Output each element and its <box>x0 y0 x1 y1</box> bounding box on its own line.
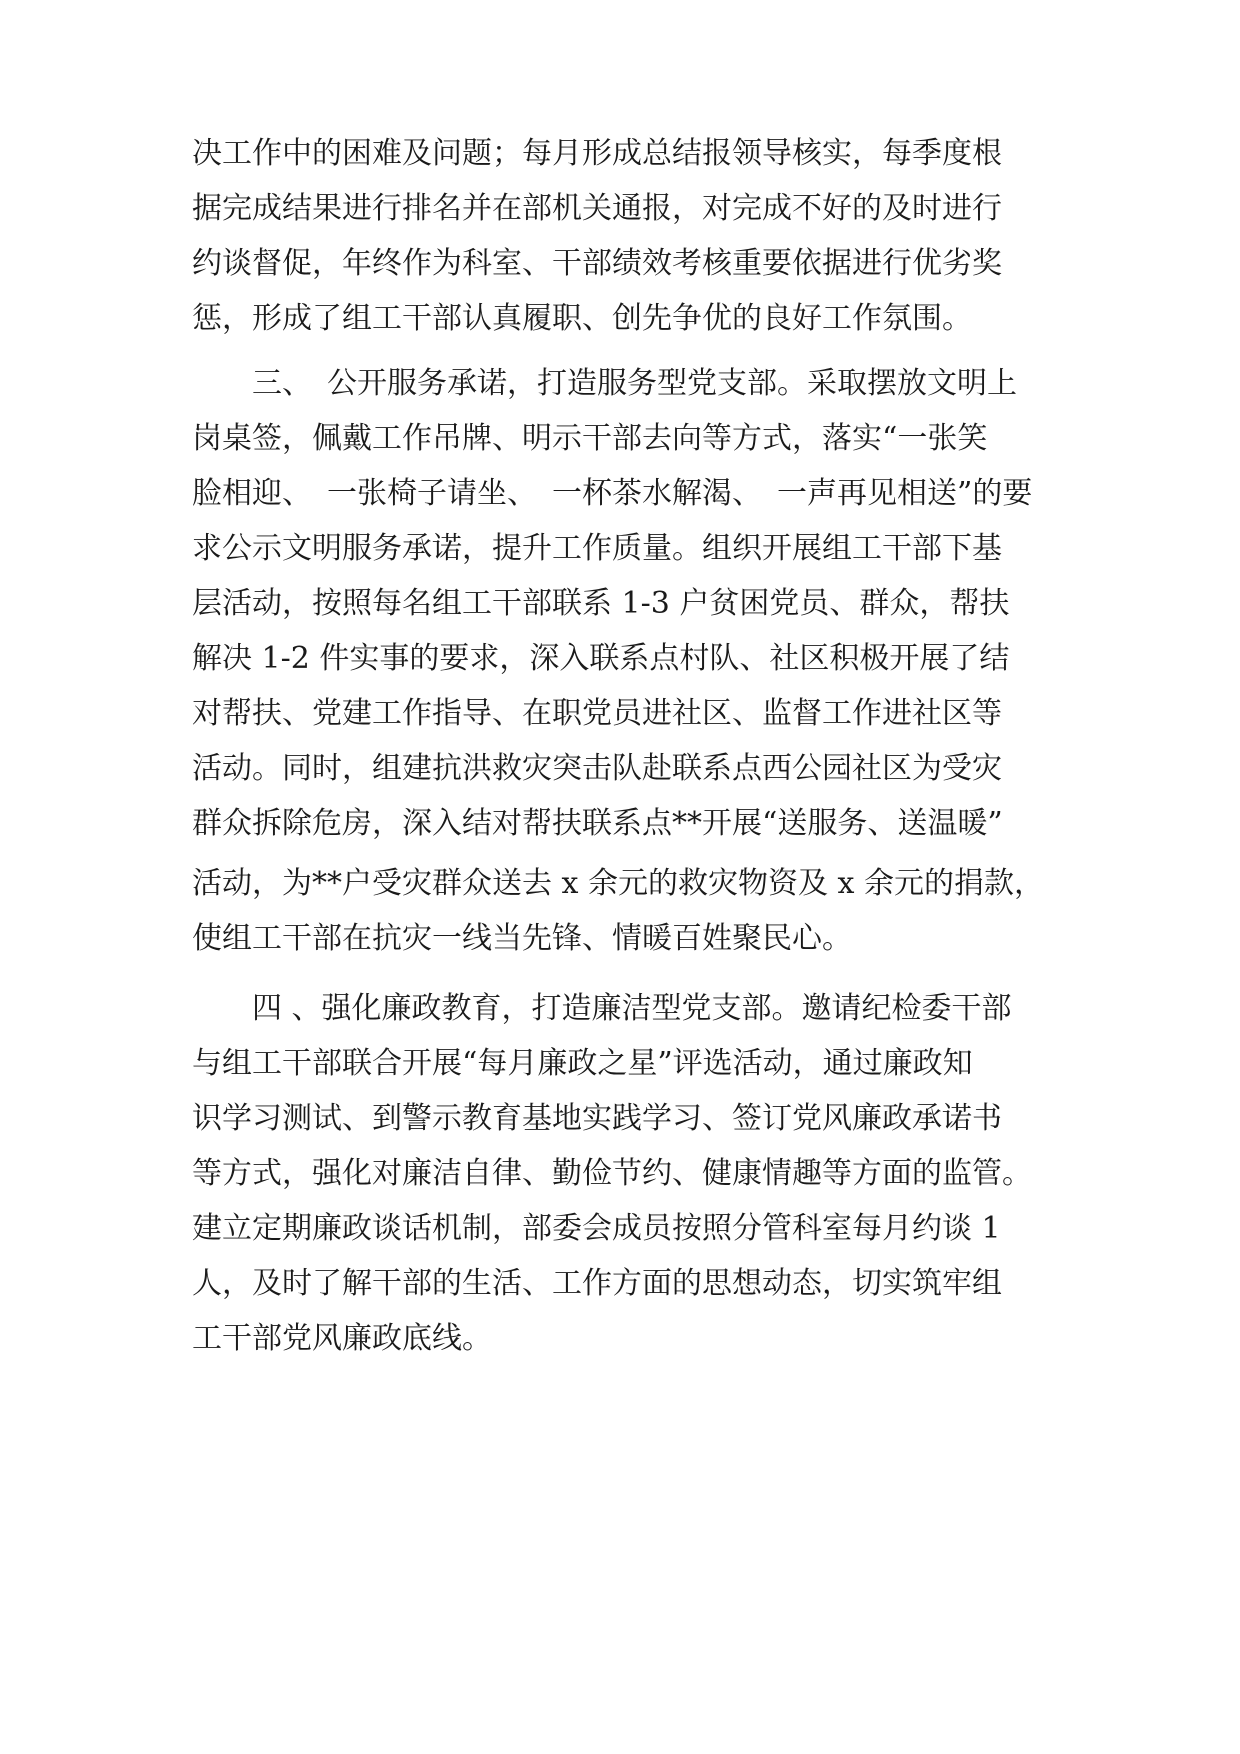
text-line: 据完成结果进行排名并在部机关通报，对完成不好的及时进行 <box>192 191 1002 226</box>
text-line: 识学习测试、到警示教育基地实践学习、签订党风廉政承诺书 <box>192 1101 1002 1136</box>
text-line: 求公示文明服务承诺，提升工作质量。组织开展组工干部下基 <box>192 531 1002 566</box>
text-line: 岗桌签，佩戴工作吊牌、明示干部去向等方式，落实“一张笑 <box>192 421 988 456</box>
text-line: 等方式，强化对廉洁自律、勤俭节约、健康情趣等方面的监管。 <box>192 1156 1032 1191</box>
text-line: 约谈督促，年终作为科室、干部绩效考核重要依据进行优劣奖 <box>192 246 1002 281</box>
section-4-heading-line: 四 、强化廉政教育，打造廉洁型党支部。邀请纪检委干部 <box>252 991 1012 1026</box>
text-line: 解决 1-2 件实事的要求，深入联系点村队、社区积极开展了结 <box>192 641 1010 676</box>
text-line: 活动。同时，组建抗洪救灾突击队赴联系点西公园社区为受灾 <box>192 751 1002 786</box>
text-line: 活动，为**户受灾群众送去 x 余元的救灾物资及 x 余元的捐款， <box>192 866 1044 901</box>
text-line: 决工作中的困难及问题；每月形成总结报领导核实，每季度根 <box>192 136 1002 171</box>
text-line: 与组工干部联合开展“每月廉政之星”评选活动，通过廉政知 <box>192 1046 973 1081</box>
section-3-heading-line: 三、 公开服务承诺，打造服务型党支部。采取摆放文明上 <box>252 366 1017 401</box>
text-line: 群众拆除危房，深入结对帮扶联系点**开展“送服务、送温暖” <box>192 806 1003 841</box>
text-line: 工干部党风廉政底线。 <box>192 1321 492 1356</box>
text-line: 惩，形成了组工干部认真履职、创先争优的良好工作氛围。 <box>192 301 972 336</box>
text-line: 建立定期廉政谈话机制，部委会成员按照分管科室每月约谈 1 <box>192 1211 1001 1246</box>
text-line: 人，及时了解干部的生活、工作方面的思想动态，切实筑牢组 <box>192 1266 1002 1301</box>
text-line: 对帮扶、党建工作指导、在职党员进社区、监督工作进社区等 <box>192 696 1002 731</box>
text-line: 脸相迎、 一张椅子请坐、 一杯茶水解渴、 一声再见相送”的要 <box>192 476 1033 511</box>
text-line: 层活动，按照每名组工干部联系 1-3 户贫困党员、群众，帮扶 <box>192 586 1010 621</box>
text-line: 使组工干部在抗灾一线当先锋、情暖百姓聚民心。 <box>192 921 852 956</box>
